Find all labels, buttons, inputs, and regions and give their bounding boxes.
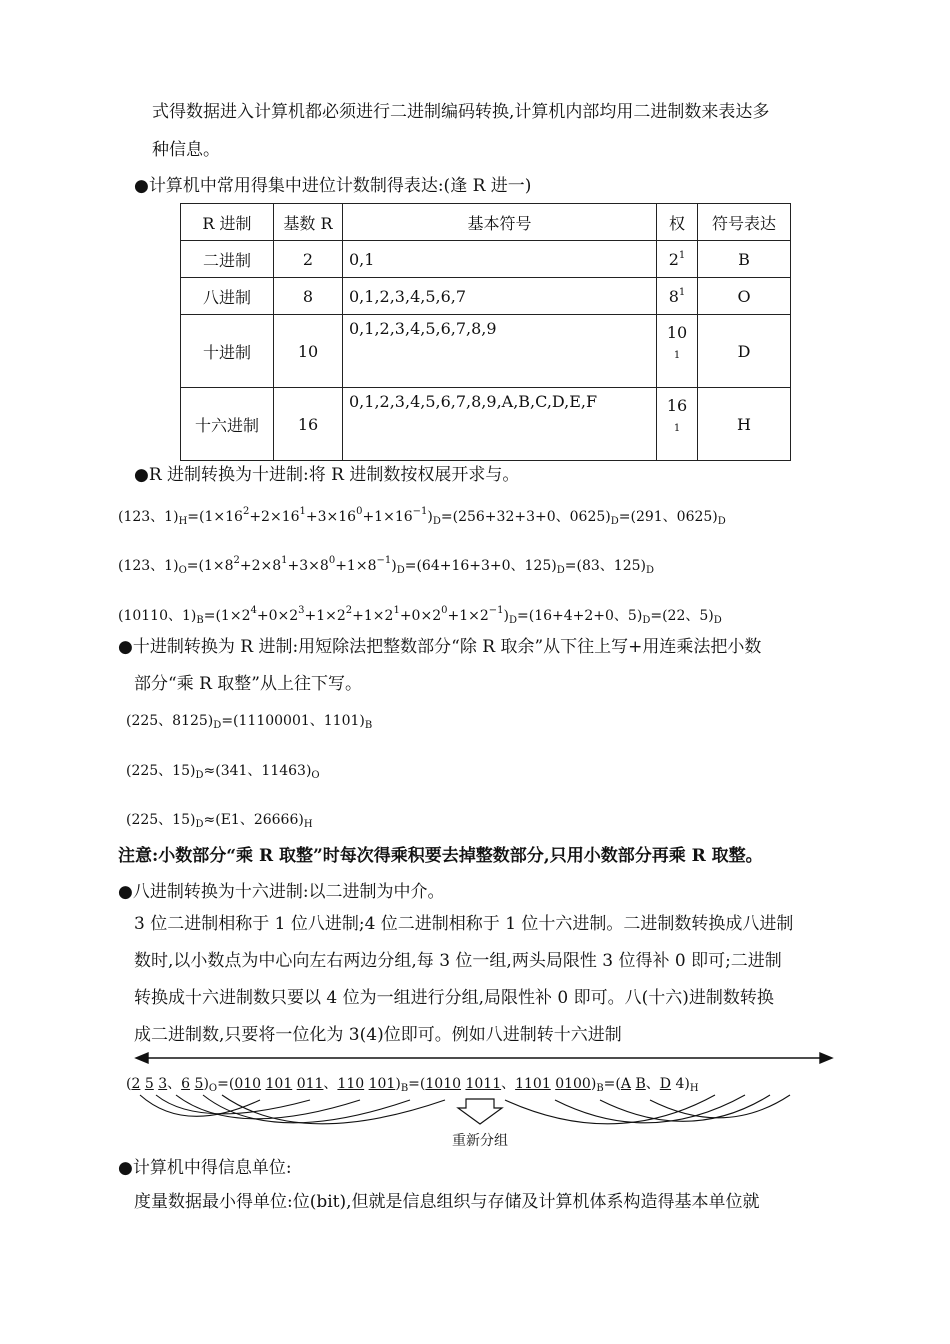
binary-group: 110 (337, 1076, 365, 1092)
radix-base: 10 (274, 315, 343, 388)
regroup-caption: 重新分组 (452, 1133, 508, 1149)
binary-nibble: 0100 (555, 1076, 591, 1092)
bullet-octal-hex: ●八进制转换为十六进制:以二进制为中介。 (118, 882, 445, 902)
bullet-radix-systems: ●计算机中常用得集中进位计数制得表达:(逢 R 进一) (134, 176, 532, 196)
binary-nibble: 1101 (515, 1076, 551, 1092)
octal-digit: 6 (181, 1076, 191, 1092)
intro-line-2: 种信息。 (152, 140, 220, 160)
binary-group: 101 (368, 1076, 396, 1092)
radix-code: D (698, 315, 791, 388)
radix-code: O (698, 278, 791, 315)
hex-digit: A (620, 1076, 631, 1092)
bullet-r-to-decimal: ●R 进制转换为十进制:将 R 进制数按权展开求与。 (134, 465, 520, 485)
radix-name: 十六进制 (181, 388, 274, 461)
binary-group: 101 (265, 1076, 293, 1092)
radix-weight: $2^1$ (657, 241, 698, 278)
hex-digit: 4 (675, 1076, 685, 1092)
radix-symbols: 0,1 (343, 241, 657, 278)
table-header-cell: R 进制 (181, 204, 274, 241)
binary-nibble: 1010 (425, 1076, 462, 1092)
down-arrow-icon (458, 1099, 502, 1124)
formula-dec-to-hex: (225、$15)_D\approx(E1$、$26666)_H$ (126, 812, 313, 830)
intro-line-1: 式得数据进入计算机都必须进行二进制编码转换,计算机内部均用二进制数来表达多 (152, 102, 770, 122)
radix-name: 十进制 (181, 315, 274, 388)
para-bit: 度量数据最小得单位:位(bit),但就是信息组织与存储及计算机体系构造得基本单位就 (134, 1192, 760, 1212)
radix-symbols: 0,1,2,3,4,5,6,7,8,9 (343, 315, 657, 388)
note-bold: 注意:小数部分“乘 R 取整”时每次得乘积要去掉整数部分,只用小数部分再乘 R 取整。 (118, 846, 763, 866)
radix-symbols: 0,1,2,3,4,5,6,7,8,9,A,B,C,D,E,F (343, 388, 657, 461)
table-header-cell: 权 (657, 204, 698, 241)
table-header-cell: 基本符号 (343, 204, 657, 241)
radix-code: H (698, 388, 791, 461)
radix-code: B (698, 241, 791, 278)
para-group-line-1: 3 位二进制相称于 1 位八进制;4 位二进制相称于 1 位十六进制。二进制数转换成八进制 (134, 914, 794, 934)
formula-dec-to-oct: (225、$15)_D\approx(341$、$11463)_O$ (126, 763, 320, 781)
octal-digit: 5 (194, 1076, 204, 1092)
radix-base: 8 (274, 278, 343, 315)
octal-digit: 3 (158, 1076, 168, 1092)
conversion-expression: (2 5 3、6 $5)_O=(010$ 101 011、110 $101)_B=(1010$ 1011、1101 $0100)_B=(A$ B、D $4)_H$ (126, 1076, 699, 1094)
binary-nibble: 1011 (465, 1076, 502, 1092)
formula-hex-expansion: (123、$1)_H=(1\times 16^2+2\times 16^1+3\times 16^0+1\times 16^{-1})_D=(256+32+3+0$、$0625)_D=(291$、$0625)_D$ (118, 506, 726, 527)
radix-name: 八进制 (181, 278, 274, 315)
binary-group: 010 (234, 1076, 262, 1092)
octal-digit: 2 (131, 1076, 141, 1092)
table-header-cell: 基数 R (274, 204, 343, 241)
radix-weight: 10 1 (657, 315, 698, 388)
formula-bin-expansion: (10110、$1)_B=(1\times 2^4+0\times 2^3+1\times 2^2+1\times 2^1+0\times 2^0+1\times 2^{-1})_D=(16+4+2+0$、$5)_D=(22$、$5)_D$ (118, 605, 722, 626)
para-group-line-3: 转换成十六进制数只要以 4 位为一组进行分组,局限性补 0 即可。八(十六)进制数转换 (134, 988, 774, 1008)
bullet-info-units: ●计算机中得信息单位: (118, 1158, 292, 1178)
binary-group: 011 (296, 1076, 324, 1092)
para-group-line-2: 数时,以小数点为中心向左右两边分组,每 3 位一组,两头局限性 3 位得补 0 即可;二进制 (134, 951, 782, 971)
table-header-cell: 符号表达 (698, 204, 791, 241)
radix-symbols: 0,1,2,3,4,5,6,7 (343, 278, 657, 315)
bullet-decimal-to-r-line-2: 部分“乘 R 取整”从上往下写。 (134, 674, 362, 694)
hex-digit: D (659, 1076, 671, 1092)
para-group-line-4: 成二进制数,只要将一位化为 3(4)位即可。例如八进制转十六进制 (134, 1025, 622, 1045)
formula-dec-to-bin: (225、$8125)_D=(11100001$、$1101)_B$ (126, 713, 373, 731)
radix-base: 2 (274, 241, 343, 278)
radix-weight: $8^1$ (657, 278, 698, 315)
double-arrow (136, 1053, 832, 1063)
octal-digit: 5 (144, 1076, 154, 1092)
hex-digit: B (635, 1076, 646, 1092)
radix-base: 16 (274, 388, 343, 461)
radix-name: 二进制 (181, 241, 274, 278)
bullet-decimal-to-r-line-1: ●十进制转换为 R 进制:用短除法把整数部分“除 R 取余”从下往上写+用连乘法把小数 (118, 637, 762, 657)
radix-weight: 16 1 (657, 388, 698, 461)
formula-oct-expansion: (123、$1)_O=(1\times 8^2+2\times 8^1+3\times 8^0+1\times 8^{-1})_D=(64+16+3+0$、$125)_D=(83$、$125)_D$ (118, 555, 655, 576)
